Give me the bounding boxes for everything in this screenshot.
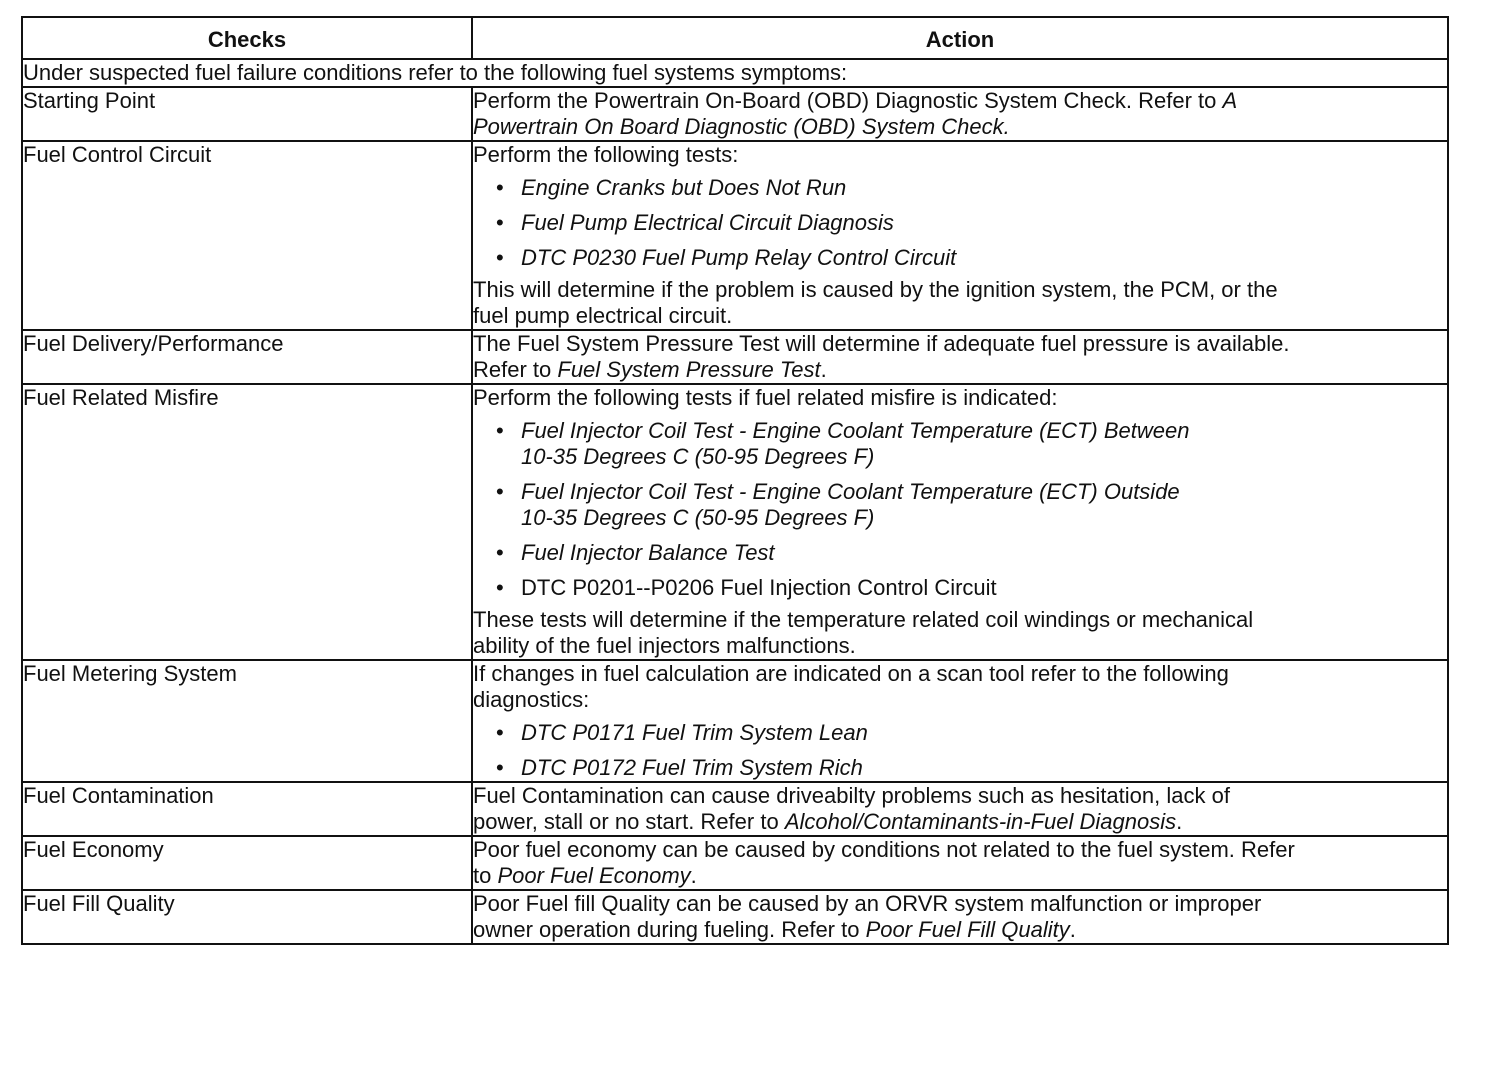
action-line: Poor Fuel fill Quality can be caused by an ORVR system malfunction or improper <box>473 891 1262 916</box>
list-item: • DTC P0201--P0206 Fuel Injection Control Circuit <box>496 575 997 600</box>
action-line: Fuel Contamination can cause driveabilty problems such as hesitation, lack of <box>473 783 1230 808</box>
action-line: fuel pump electrical circuit. <box>473 303 733 328</box>
action-line: power, stall or no start. Refer to Alcohol/Contaminants-in-Fuel Diagnosis. <box>473 809 1183 834</box>
reference-link: Poor Fuel Fill Quality <box>865 917 1070 942</box>
action-line: ability of the fuel injectors malfunctions. <box>473 633 856 658</box>
action-intro: If changes in fuel calculation are indicated on a scan tool refer to the following <box>473 661 1229 686</box>
fuel-checks-table <box>21 16 1449 945</box>
action-fuel-metering-system <box>472 660 1448 782</box>
check-fuel-control-circuit: Fuel Control Circuit <box>22 141 472 330</box>
action-line: This will determine if the problem is caused by the ignition system, the PCM, or the <box>473 277 1278 302</box>
action-line: Refer to Fuel System Pressure Test. <box>473 357 827 382</box>
action-fuel-control-circuit <box>472 141 1448 330</box>
header-row <box>22 17 1448 59</box>
action-intro: diagnostics: <box>473 687 590 712</box>
list-item: • Engine Cranks but Does Not Run <box>496 175 847 200</box>
table-row <box>22 782 1448 836</box>
bullet-icon: • <box>496 175 504 200</box>
table-row <box>22 836 1448 890</box>
list-item: • DTC P0172 Fuel Trim System Rich <box>496 755 863 780</box>
header-action: Action <box>472 17 1448 59</box>
table-row <box>22 141 1448 330</box>
action-fuel-related-misfire <box>472 384 1448 660</box>
reference-link: Powertrain On Board Diagnostic (OBD) System Check. <box>473 114 1010 139</box>
reference-link: Alcohol/Contaminants-in-Fuel Diagnosis <box>784 809 1177 834</box>
bullet-icon: • <box>496 245 504 270</box>
action-fuel-delivery <box>472 330 1448 384</box>
table-row <box>22 87 1448 141</box>
bullet-icon: • <box>496 575 504 600</box>
action-fuel-fill-quality <box>472 890 1448 944</box>
table-row <box>22 384 1448 660</box>
check-fuel-delivery: Fuel Delivery/Performance <box>22 330 472 384</box>
bullet-icon: • <box>496 540 504 565</box>
list-item: • Fuel Injector Coil Test - Engine Coolant Temperature (ECT) Between 10-35 Degrees C (50-95 Degrees F) <box>496 418 1190 469</box>
action-line: Poor fuel economy can be caused by conditions not related to the fuel system. Refer <box>473 837 1295 862</box>
note-row <box>22 59 1448 87</box>
table-row <box>22 890 1448 944</box>
bullet-icon: • <box>496 479 504 504</box>
check-fuel-metering-system: Fuel Metering System <box>22 660 472 782</box>
note-text: Under suspected fuel failure conditions refer to the following fuel systems symptoms: <box>22 59 1448 87</box>
action-line: These tests will determine if the temperature related coil windings or mechanical <box>473 607 1254 632</box>
bullet-icon: • <box>496 418 504 443</box>
check-fuel-fill-quality: Fuel Fill Quality <box>22 890 472 944</box>
action-intro: Perform the following tests: <box>473 142 739 167</box>
action-fuel-contamination <box>472 782 1448 836</box>
action-line: Perform the Powertrain On-Board (OBD) Diagnostic System Check. Refer to A <box>473 88 1238 113</box>
action-starting-point <box>472 87 1448 141</box>
action-line: The Fuel System Pressure Test will determine if adequate fuel pressure is available. <box>473 331 1290 356</box>
check-fuel-related-misfire: Fuel Related Misfire <box>22 384 472 660</box>
list-item: • Fuel Injector Balance Test <box>496 540 775 565</box>
action-intro: Perform the following tests if fuel related misfire is indicated: <box>473 385 1058 410</box>
list-item: • DTC P0171 Fuel Trim System Lean <box>496 720 868 745</box>
reference-link: Fuel System Pressure Test <box>557 357 821 382</box>
test-list <box>473 175 1447 271</box>
reference-link: A <box>1222 88 1238 113</box>
list-item: • Fuel Injector Coil Test - Engine Coolant Temperature (ECT) Outside 10-35 Degrees C (50-95 Degrees F) <box>496 479 1180 530</box>
list-item: • DTC P0230 Fuel Pump Relay Control Circuit <box>496 245 957 270</box>
table-row <box>22 330 1448 384</box>
table-row <box>22 660 1448 782</box>
action-line: owner operation during fueling. Refer to Poor Fuel Fill Quality. <box>473 917 1076 942</box>
action-line: to Poor Fuel Economy. <box>473 863 697 888</box>
test-list <box>473 720 1447 781</box>
check-fuel-economy: Fuel Economy <box>22 836 472 890</box>
bullet-icon: • <box>496 720 504 745</box>
check-starting-point: Starting Point <box>22 87 472 141</box>
list-item: • Fuel Pump Electrical Circuit Diagnosis <box>496 210 894 235</box>
action-fuel-economy <box>472 836 1448 890</box>
bullet-icon: • <box>496 210 504 235</box>
check-fuel-contamination: Fuel Contamination <box>22 782 472 836</box>
test-list <box>473 418 1447 601</box>
bullet-icon: • <box>496 755 504 780</box>
reference-link: Poor Fuel Economy <box>497 863 691 888</box>
header-checks: Checks <box>22 17 472 59</box>
